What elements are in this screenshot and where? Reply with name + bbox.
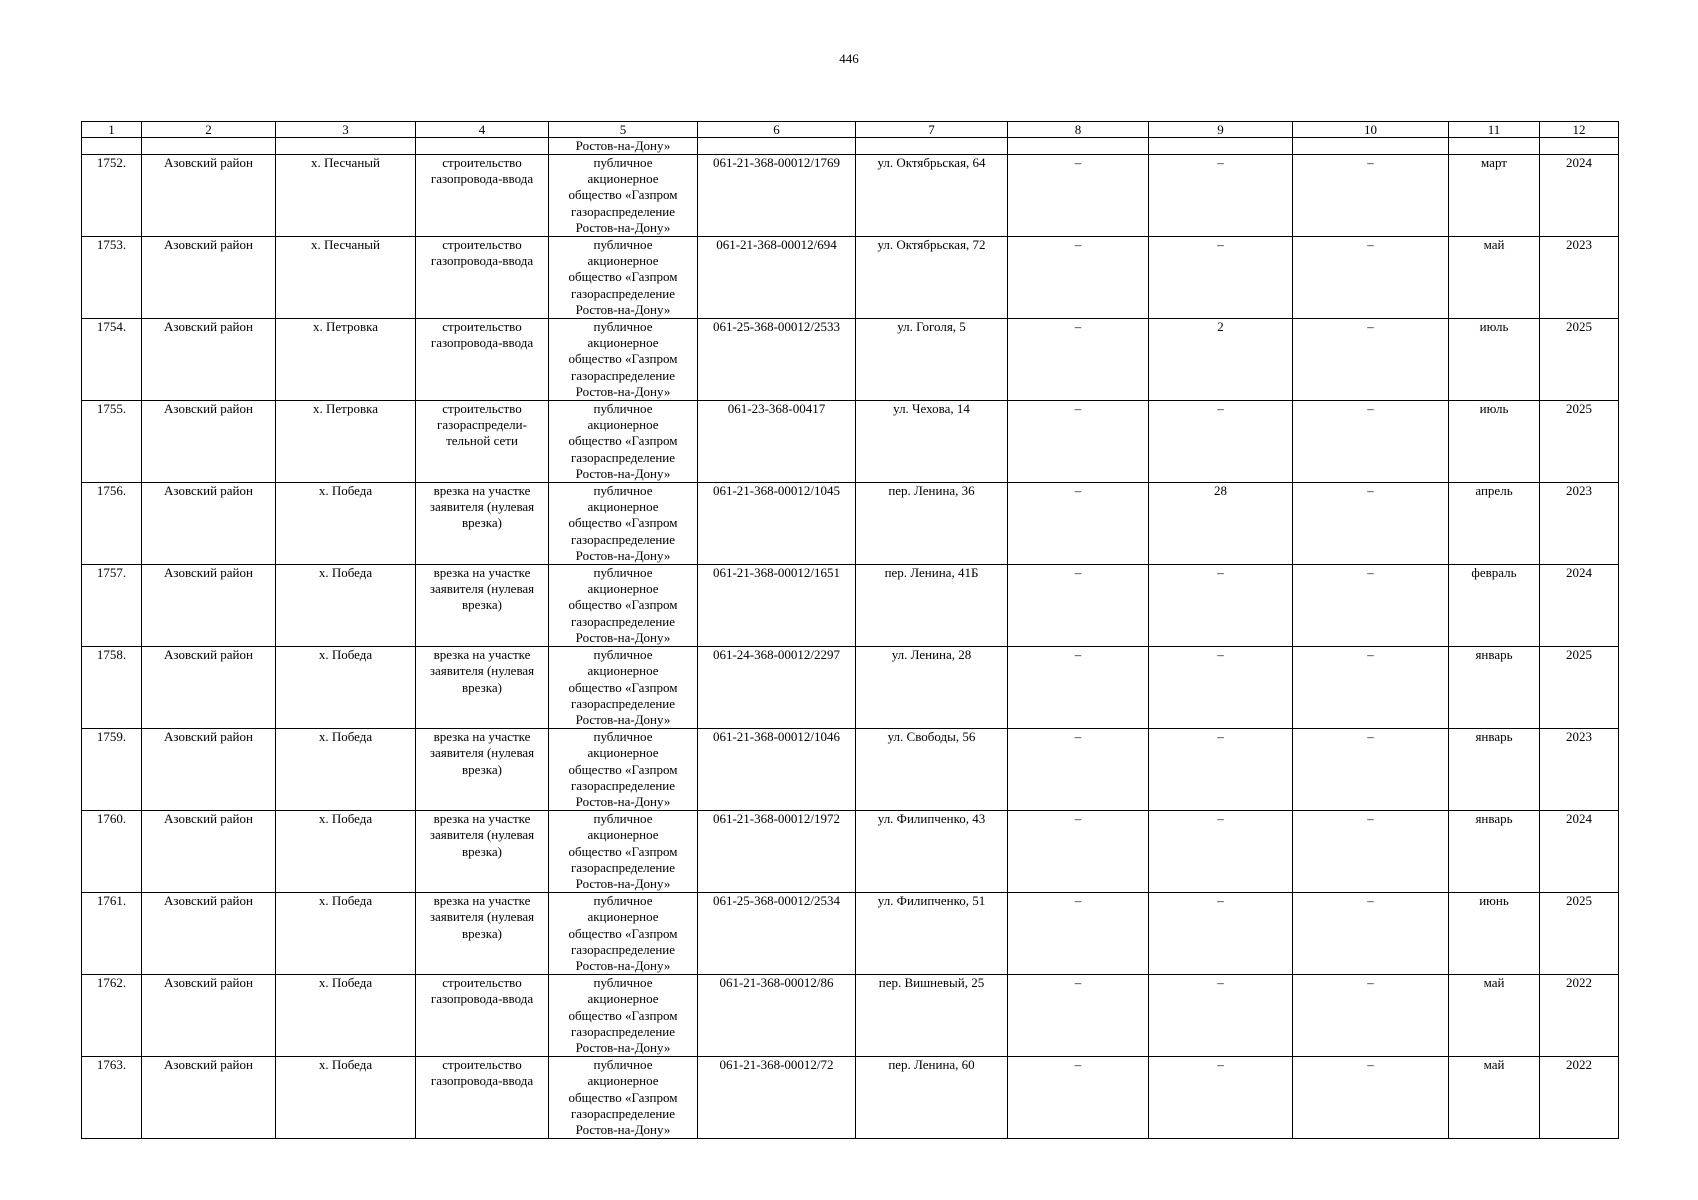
organization-line: общество «Газпром <box>568 761 678 777</box>
organization-line: Ростов-на-Дону» <box>575 629 671 645</box>
column-header: 2 <box>142 122 276 138</box>
table-cell <box>416 138 549 155</box>
organization-line: газораспределение <box>570 367 676 383</box>
organization-line: Ростов-на-Дону» <box>575 219 671 235</box>
register-table <box>81 121 1619 1139</box>
row-number-cell: 1759. <box>82 729 142 811</box>
organization-line: общество «Газпром <box>568 351 678 367</box>
column-10-cell: – <box>1293 729 1449 811</box>
settlement-cell: х. Победа <box>276 811 416 893</box>
organization-line: общество «Газпром <box>568 433 678 449</box>
district-cell: Азовский район <box>142 237 276 319</box>
organization-line: Ростов-на-Дону» <box>575 547 671 563</box>
year-cell: 2023 <box>1540 483 1619 565</box>
permit-code-cell: 061-24-368-00012/2297 <box>698 647 856 729</box>
work-type-cell: врезка на участке заявителя (нулевая врезка) <box>416 565 549 647</box>
work-type-cell: врезка на участке заявителя (нулевая врезка) <box>416 893 549 975</box>
address-cell: ул. Чехова, 14 <box>856 401 1008 483</box>
column-header: 12 <box>1540 122 1619 138</box>
table-row <box>82 811 1619 893</box>
row-number-cell: 1762. <box>82 975 142 1057</box>
organization-line: публичное <box>593 1057 653 1073</box>
organization-line: общество «Газпром <box>568 187 678 203</box>
column-9-cell: – <box>1149 647 1293 729</box>
district-cell: Азовский район <box>142 155 276 237</box>
column-8-cell: – <box>1008 811 1149 893</box>
address-cell: ул. Октябрьская, 72 <box>856 237 1008 319</box>
work-type-cell: строительство газопровода-ввода <box>416 1057 549 1139</box>
permit-code-cell: 061-21-368-00012/1046 <box>698 729 856 811</box>
organization-line: Ростов-на-Дону» <box>575 465 671 481</box>
year-cell: 2022 <box>1540 975 1619 1057</box>
address-cell: ул. Октябрьская, 64 <box>856 155 1008 237</box>
month-cell: май <box>1449 237 1540 319</box>
column-8-cell: – <box>1008 729 1149 811</box>
column-header: 11 <box>1449 122 1540 138</box>
permit-code-cell: 061-25-368-00012/2534 <box>698 893 856 975</box>
work-type-cell: строительство газораспредели-тельной сети <box>416 401 549 483</box>
organization-line: газораспределение <box>570 777 676 793</box>
organization-line: Ростов-на-Дону» <box>575 957 671 973</box>
column-10-cell: – <box>1293 893 1449 975</box>
district-cell: Азовский район <box>142 401 276 483</box>
table-row <box>82 647 1619 729</box>
organization-line: общество «Газпром <box>568 925 678 941</box>
organization-line: акционерное <box>587 745 659 761</box>
year-cell: 2025 <box>1540 647 1619 729</box>
table-cell <box>1293 138 1449 155</box>
organization-line: Ростов-на-Дону» <box>575 1121 671 1137</box>
column-header: 8 <box>1008 122 1149 138</box>
month-cell: июнь <box>1449 893 1540 975</box>
organization-line: газораспределение <box>570 285 676 301</box>
address-cell: ул. Филипченко, 51 <box>856 893 1008 975</box>
table-row <box>82 729 1619 811</box>
table-row <box>82 155 1619 237</box>
organization-line: публичное <box>593 237 653 253</box>
work-type-cell: врезка на участке заявителя (нулевая врезка) <box>416 729 549 811</box>
column-9-cell: – <box>1149 975 1293 1057</box>
month-cell: январь <box>1449 729 1540 811</box>
row-number-cell: 1753. <box>82 237 142 319</box>
organization-line: публичное <box>593 647 653 663</box>
column-8-cell: – <box>1008 155 1149 237</box>
organization-line: акционерное <box>587 253 659 269</box>
settlement-cell: х. Петровка <box>276 319 416 401</box>
table-cell <box>856 138 1008 155</box>
organization-line: акционерное <box>587 663 659 679</box>
organization-line: Ростов-на-Дону» <box>575 793 671 809</box>
organization-line: публичное <box>593 155 653 170</box>
permit-code-cell: 061-21-368-00012/1651 <box>698 565 856 647</box>
organization-cell <box>549 155 698 237</box>
organization-line: газораспределение <box>570 941 676 957</box>
work-type-cell: врезка на участке заявителя (нулевая врезка) <box>416 483 549 565</box>
organization-line: газораспределение <box>570 695 676 711</box>
column-8-cell: – <box>1008 483 1149 565</box>
column-9-cell: – <box>1149 729 1293 811</box>
organization-line: публичное <box>593 729 653 745</box>
column-9-cell: – <box>1149 237 1293 319</box>
organization-cell <box>549 319 698 401</box>
district-cell: Азовский район <box>142 729 276 811</box>
column-header: 6 <box>698 122 856 138</box>
organization-line: публичное <box>593 975 653 991</box>
work-type-cell: строительство газопровода-ввода <box>416 975 549 1057</box>
table-cell <box>1149 138 1293 155</box>
column-10-cell: – <box>1293 483 1449 565</box>
work-type-cell: врезка на участке заявителя (нулевая врезка) <box>416 647 549 729</box>
organization-cell <box>549 647 698 729</box>
month-cell: март <box>1449 155 1540 237</box>
column-10-cell: – <box>1293 1057 1449 1139</box>
column-9-cell: – <box>1149 811 1293 893</box>
address-cell: ул. Свободы, 56 <box>856 729 1008 811</box>
organization-line: газораспределение <box>570 613 676 629</box>
column-8-cell: – <box>1008 975 1149 1057</box>
column-9-cell: – <box>1149 1057 1293 1139</box>
page-number: 446 <box>839 51 859 66</box>
table-row <box>82 319 1619 401</box>
organization-line: газораспределение <box>570 1105 676 1121</box>
settlement-cell: х. Победа <box>276 565 416 647</box>
year-cell: 2024 <box>1540 155 1619 237</box>
year-cell: 2024 <box>1540 565 1619 647</box>
table-cell <box>276 138 416 155</box>
organization-cell <box>549 811 698 893</box>
organization-line: публичное <box>593 319 653 335</box>
year-cell: 2025 <box>1540 401 1619 483</box>
district-cell: Азовский район <box>142 483 276 565</box>
column-8-cell: – <box>1008 565 1149 647</box>
organization-line: акционерное <box>587 991 659 1007</box>
organization-line: публичное <box>593 483 653 499</box>
column-8-cell: – <box>1008 237 1149 319</box>
header-row <box>82 122 1619 138</box>
permit-code-cell: 061-25-368-00012/2533 <box>698 319 856 401</box>
column-9-cell: – <box>1149 155 1293 237</box>
address-cell: пер. Вишневый, 25 <box>856 975 1008 1057</box>
district-cell: Азовский район <box>142 975 276 1057</box>
permit-code-cell: 061-21-368-00012/1769 <box>698 155 856 237</box>
month-cell: февраль <box>1449 565 1540 647</box>
table-row <box>82 483 1619 565</box>
organization-line: публичное <box>593 893 653 909</box>
column-header: 4 <box>416 122 549 138</box>
table-cell <box>1449 138 1540 155</box>
organization-line: общество «Газпром <box>568 597 678 613</box>
work-type-cell: строительство газопровода-ввода <box>416 155 549 237</box>
table-cell <box>698 138 856 155</box>
row-number-cell: 1752. <box>82 155 142 237</box>
settlement-cell: х. Победа <box>276 729 416 811</box>
district-cell: Азовский район <box>142 565 276 647</box>
year-cell: 2023 <box>1540 729 1619 811</box>
row-number-cell: 1757. <box>82 565 142 647</box>
column-header: 5 <box>549 122 698 138</box>
organization-line: газораспределение <box>570 859 676 875</box>
organization-line: газораспределение <box>570 531 676 547</box>
organization-line: газораспределение <box>570 1023 676 1039</box>
table-cell <box>1008 138 1149 155</box>
table-cell: Ростов-на-Дону» <box>549 138 698 155</box>
organization-line: публичное <box>593 811 653 827</box>
organization-cell <box>549 893 698 975</box>
column-8-cell: – <box>1008 1057 1149 1139</box>
permit-code-cell: 061-21-368-00012/1045 <box>698 483 856 565</box>
month-cell: июль <box>1449 319 1540 401</box>
column-header: 10 <box>1293 122 1449 138</box>
month-cell: июль <box>1449 401 1540 483</box>
organization-line: акционерное <box>587 499 659 515</box>
organization-line: газораспределение <box>570 203 676 219</box>
organization-cell <box>549 483 698 565</box>
row-number-cell: 1755. <box>82 401 142 483</box>
column-10-cell: – <box>1293 811 1449 893</box>
year-cell: 2024 <box>1540 811 1619 893</box>
organization-line: общество «Газпром <box>568 269 678 285</box>
column-10-cell: – <box>1293 565 1449 647</box>
row-number-cell: 1760. <box>82 811 142 893</box>
settlement-cell: х. Песчаный <box>276 155 416 237</box>
row-number-cell: 1761. <box>82 893 142 975</box>
column-10-cell: – <box>1293 401 1449 483</box>
address-cell: ул. Филипченко, 43 <box>856 811 1008 893</box>
organization-line: Ростов-на-Дону» <box>575 301 671 317</box>
settlement-cell: х. Петровка <box>276 401 416 483</box>
table-body <box>82 138 1619 1139</box>
column-8-cell: – <box>1008 401 1149 483</box>
row-number-cell: 1754. <box>82 319 142 401</box>
column-9-cell: 28 <box>1149 483 1293 565</box>
settlement-cell: х. Песчаный <box>276 237 416 319</box>
column-8-cell: – <box>1008 647 1149 729</box>
organization-line: Ростов-на-Дону» <box>575 875 671 891</box>
table-cell <box>142 138 276 155</box>
work-type-cell: строительство газопровода-ввода <box>416 319 549 401</box>
year-cell: 2023 <box>1540 237 1619 319</box>
district-cell: Азовский район <box>142 893 276 975</box>
column-9-cell: – <box>1149 401 1293 483</box>
organization-line: общество «Газпром <box>568 1007 678 1023</box>
organization-cell <box>549 237 698 319</box>
address-cell: ул. Гоголя, 5 <box>856 319 1008 401</box>
organization-line: публичное <box>593 401 653 417</box>
organization-line: Ростов-на-Дону» <box>575 383 671 399</box>
organization-cell <box>549 1057 698 1139</box>
table-row <box>82 565 1619 647</box>
district-cell: Азовский район <box>142 319 276 401</box>
organization-cell <box>549 565 698 647</box>
column-header: 9 <box>1149 122 1293 138</box>
row-number-cell: 1763. <box>82 1057 142 1139</box>
row-number-cell: 1758. <box>82 647 142 729</box>
organization-line: акционерное <box>587 171 659 187</box>
continuation-row <box>82 138 1619 155</box>
permit-code-cell: 061-23-368-00417 <box>698 401 856 483</box>
organization-line: акционерное <box>587 909 659 925</box>
work-type-cell: врезка на участке заявителя (нулевая врезка) <box>416 811 549 893</box>
column-10-cell: – <box>1293 155 1449 237</box>
month-cell: апрель <box>1449 483 1540 565</box>
settlement-cell: х. Победа <box>276 893 416 975</box>
organization-cell <box>549 729 698 811</box>
column-10-cell: – <box>1293 975 1449 1057</box>
work-type-cell: строительство газопровода-ввода <box>416 237 549 319</box>
row-number-cell: 1756. <box>82 483 142 565</box>
column-8-cell: – <box>1008 893 1149 975</box>
organization-line: Ростов-на-Дону» <box>575 1039 671 1055</box>
district-cell: Азовский район <box>142 811 276 893</box>
table-row <box>82 1057 1619 1139</box>
column-10-cell: – <box>1293 319 1449 401</box>
organization-line: акционерное <box>587 581 659 597</box>
organization-line: акционерное <box>587 1073 659 1089</box>
year-cell: 2022 <box>1540 1057 1619 1139</box>
organization-line: общество «Газпром <box>568 515 678 531</box>
table-row <box>82 401 1619 483</box>
permit-code-cell: 061-21-368-00012/694 <box>698 237 856 319</box>
organization-line: акционерное <box>587 335 659 351</box>
settlement-cell: х. Победа <box>276 647 416 729</box>
organization-line: общество «Газпром <box>568 679 678 695</box>
table-row <box>82 975 1619 1057</box>
settlement-cell: х. Победа <box>276 1057 416 1139</box>
organization-line: общество «Газпром <box>568 843 678 859</box>
table-row <box>82 237 1619 319</box>
column-9-cell: – <box>1149 565 1293 647</box>
district-cell: Азовский район <box>142 647 276 729</box>
column-header: 1 <box>82 122 142 138</box>
column-10-cell: – <box>1293 647 1449 729</box>
address-cell: пер. Ленина, 36 <box>856 483 1008 565</box>
permit-code-cell: 061-21-368-00012/72 <box>698 1057 856 1139</box>
organization-line: общество «Газпром <box>568 1089 678 1105</box>
address-cell: ул. Ленина, 28 <box>856 647 1008 729</box>
settlement-cell: х. Победа <box>276 483 416 565</box>
column-9-cell: – <box>1149 893 1293 975</box>
district-cell: Азовский район <box>142 1057 276 1139</box>
table-cell <box>1540 138 1619 155</box>
month-cell: январь <box>1449 811 1540 893</box>
address-cell: пер. Ленина, 41Б <box>856 565 1008 647</box>
month-cell: май <box>1449 1057 1540 1139</box>
table-row <box>82 893 1619 975</box>
organization-line: акционерное <box>587 417 659 433</box>
organization-line: Ростов-на-Дону» <box>575 711 671 727</box>
organization-cell <box>549 401 698 483</box>
permit-code-cell: 061-21-368-00012/86 <box>698 975 856 1057</box>
month-cell: май <box>1449 975 1540 1057</box>
table-cell <box>82 138 142 155</box>
permit-code-cell: 061-21-368-00012/1972 <box>698 811 856 893</box>
organization-cell <box>549 975 698 1057</box>
column-10-cell: – <box>1293 237 1449 319</box>
address-cell: пер. Ленина, 60 <box>856 1057 1008 1139</box>
organization-line: публичное <box>593 565 653 581</box>
settlement-cell: х. Победа <box>276 975 416 1057</box>
year-cell: 2025 <box>1540 319 1619 401</box>
year-cell: 2025 <box>1540 893 1619 975</box>
column-header: 3 <box>276 122 416 138</box>
organization-line: газораспределение <box>570 449 676 465</box>
month-cell: январь <box>1449 647 1540 729</box>
column-9-cell: 2 <box>1149 319 1293 401</box>
organization-line: акционерное <box>587 827 659 843</box>
column-header: 7 <box>856 122 1008 138</box>
column-8-cell: – <box>1008 319 1149 401</box>
